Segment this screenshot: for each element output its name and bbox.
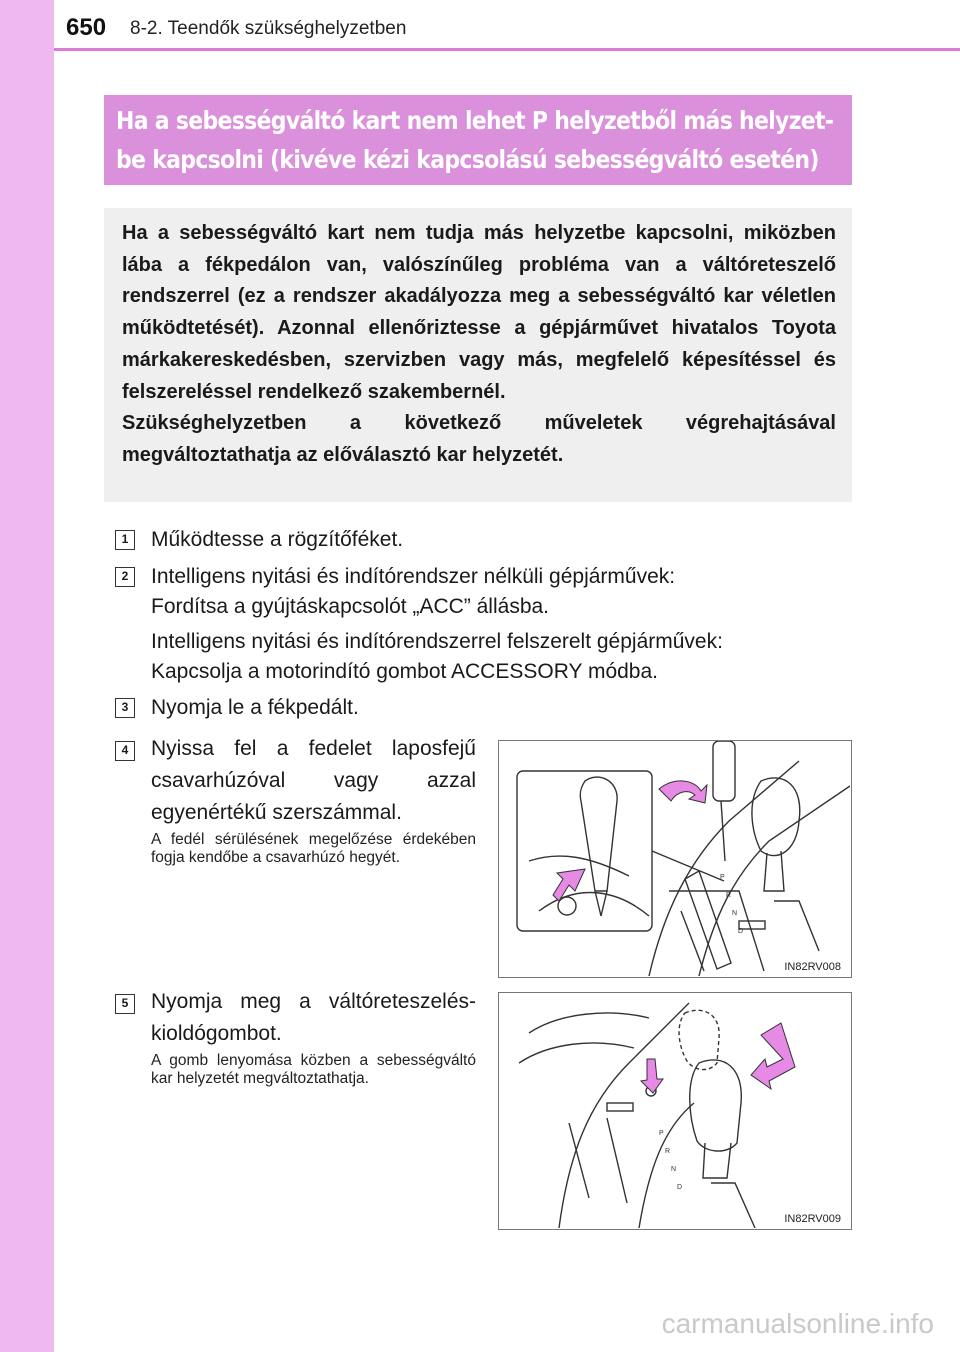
step-4-note: A fedél sérülésének megelőzése érdekében fogja kendőbe a csavarhúzó hegyét. [151,831,476,866]
title-line-1: Ha a sebességváltó kart nem lehet P helyzetből más helyzet- [116,106,834,135]
watermark: carmanualsonline.info [661,1308,934,1339]
title-line-2: be kapcsolni (kivéve kézi kapcsolású sebességváltó esetén) [116,145,819,174]
step-number-4: 4 [115,741,135,761]
title-banner [104,95,852,185]
gear-letter-p: P [720,874,725,881]
step-2-line-3: Intelligens nyitási és indítórendszerrel felszerelt gépjárművek: [151,630,723,653]
step-2-line-4: Kapcsolja a motorindító gombot ACCESSORY módba. [151,660,658,683]
gear-letter-n: N [732,910,738,917]
step-4-text: Nyissa fel a fedelet laposfejű csavarhúzóval vagy azzal egyenértékű szerszámmal. [151,737,476,824]
intro-box [104,208,852,502]
gear-letter-n: N [671,1166,677,1173]
press-button-arrow-icon [641,1059,663,1093]
gear-letter-r: R [665,1148,671,1155]
page-number: 650 [66,14,107,41]
step-number-3: 3 [115,698,135,718]
step-number-2: 2 [115,567,135,587]
figure-screwdriver-cover [498,740,852,978]
step-2-line-2: Fordítsa a gyújtáskapcsolót „ACC” állásba. [151,595,550,618]
step-3-text: Nyomja le a fékpedált. [151,696,359,719]
intro-paragraph-2: Szükséghelyzetben a következő műveletek végrehajtásával megváltoztathatja az előválasztó kar helyzetét. [122,412,836,466]
section-title: 8-2. Teendők szükséghelyzetben [130,18,407,39]
shift-cover-illustration [499,741,850,976]
step-number-1: 1 [115,530,135,550]
figure-shift-lock-release [498,992,852,1230]
step-5-text: Nyomja meg a váltóreteszelés-kioldógombot. [151,990,476,1045]
chapter-side-tab [0,0,54,1352]
gear-letter-p: P [659,1130,664,1137]
gear-letter-d: D [738,928,744,935]
rotate-arrow-icon [659,781,707,803]
step-2-line-1: Intelligens nyitási és indítórendszer nélküli gépjárművek: [151,565,676,588]
step-5-note: A gomb lenyomása közben a sebességváltó kar helyzetét megváltoztathatja. [151,1052,476,1087]
shift-direction-arrow-icon [751,1023,795,1089]
header-rule [54,48,960,51]
gear-letter-r: R [726,892,732,899]
step-1-text: Működtesse a rögzítőféket. [151,528,404,551]
intro-paragraph-1: Ha a sebességváltó kart nem tudja más helyzetbe kapcsolni, miközben lába a fékpedálon van, valószínűleg probléma van a váltóreteszelő rendszerrel (ez a rendszer akadályozza meg a sebességváltó kar véletlen működtetését). Azonnal ellenőriztesse a gépjárművet hivatalos Toyota márkakereskedésben, szervizben vagy más, megfelelő képesítéssel és felszereléssel rendelkező szakembernél. [122,222,836,403]
step-number-5: 5 [115,994,135,1014]
shift-lock-illustration [499,993,850,1228]
figure-code: IN82RV009 [784,1213,841,1225]
gear-letter-d: D [677,1184,683,1191]
figure-code: IN82RV008 [784,961,841,973]
